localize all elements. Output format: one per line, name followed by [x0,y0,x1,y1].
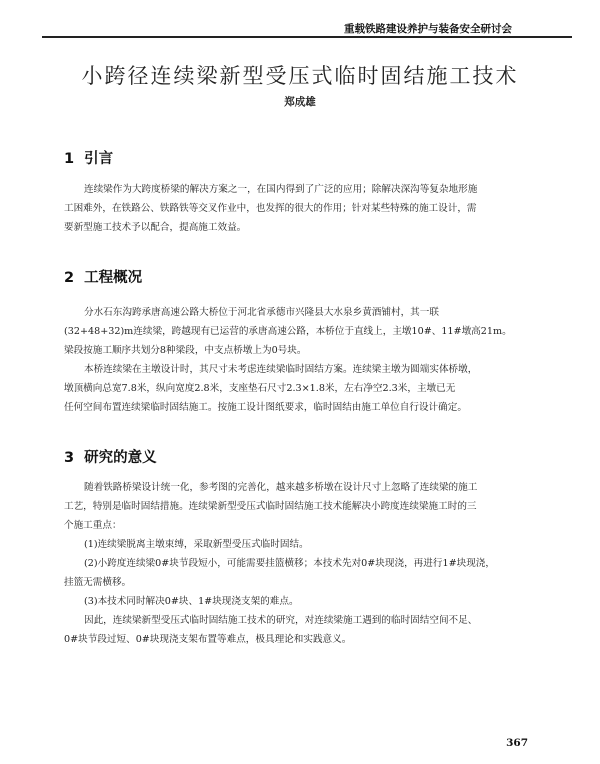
section-2-body [64,303,534,417]
paper-author: 郑成雄 [284,96,316,108]
section-1-body [64,180,534,237]
text-line: 任何空间布置连续梁临时固结施工。按施工设计图纸要求，临时固结由施工单位自行设计确定。 [64,402,467,413]
paper-title: 小跨径连续梁新型受压式临时固结施工技术 [81,64,519,88]
text-line: 梁段按施工顺序共划分8种梁段，中支点桥墩上为0号块。 [64,345,307,356]
page-number: 367 [506,737,528,749]
text-line: 本桥连续梁在主墩设计时，其尺寸未考虑连续梁临时固结方案。连续梁主墩为圆端实体桥墩， [84,364,478,375]
header-rule [42,36,572,38]
section-number: 1 [64,151,75,167]
section-3-body [64,478,534,649]
section-number: 3 [64,450,75,466]
text-line: 墩顶横向总宽7.8米，纵向宽度2.8米，支座垫石尺寸2.3×1.8米，左右净空2.3米，主墩已无 [64,383,456,394]
list-item: (1)连续梁脱离主墩束缚，采取新型受压式临时固结。 [84,539,309,550]
conference-name: 重载铁路建设养护与装备安全研讨会 [344,23,512,35]
section-title: 引言 [84,151,114,167]
text-line: 连续梁作为大跨度桥梁的解决方案之一，在国内得到了广泛的应用；除解决深沟等复杂地形施 [84,184,478,195]
text-line: 随着铁路桥梁设计统一化，参考图的完善化，越来越多桥墩在设计尺寸上忽略了连续梁的施工 [84,482,478,493]
text-line: 工艺，特别是临时固结措施。连续梁新型受压式临时固结施工技术能解决小跨度连续梁施工时的三 [64,501,477,512]
text-line: 挂篮无需横移。 [64,577,132,588]
running-header [0,0,600,34]
list-item: (2)小跨度连续梁0#块节段短小，可能需要挂篮横移；本技术先对0#块现浇，再进行1#块现浇， [84,558,495,569]
section-heading-2 [64,266,142,287]
text-line: 分水石东沟跨承唐高速公路大桥位于河北省承德市兴隆县大水泉乡黄酒铺村，其一联 [84,307,439,318]
section-title: 研究的意义 [84,450,157,466]
text-line: 0#块节段过短、0#块现浇支架布置等难点，极具理论和实践意义。 [64,634,352,645]
section-heading-3 [64,446,157,467]
list-item: (3)本技术同时解决0#块、1#块现浇支架的难点。 [84,596,299,607]
section-title: 工程概况 [84,270,143,286]
text-line: (32+48+32)m连续梁，跨越现有已运营的承唐高速公路，本桥位于直线上，主墩10#、11#墩高21m。 [64,326,512,337]
section-heading-1 [64,147,113,168]
section-number: 2 [64,270,75,286]
text-line: 因此，连续梁新型受压式临时固结施工技术的研究，对连续梁施工遇到的临时固结空间不足、 [84,615,478,626]
text-line: 工困难外，在铁路公、铁路铁等交叉作业中，也发挥的很大的作用；针对某些特殊的施工设计，需 [64,203,477,214]
text-line: 个施工重点： [64,520,122,531]
text-line: 要新型施工技术予以配合，提高施工效益。 [64,222,247,233]
